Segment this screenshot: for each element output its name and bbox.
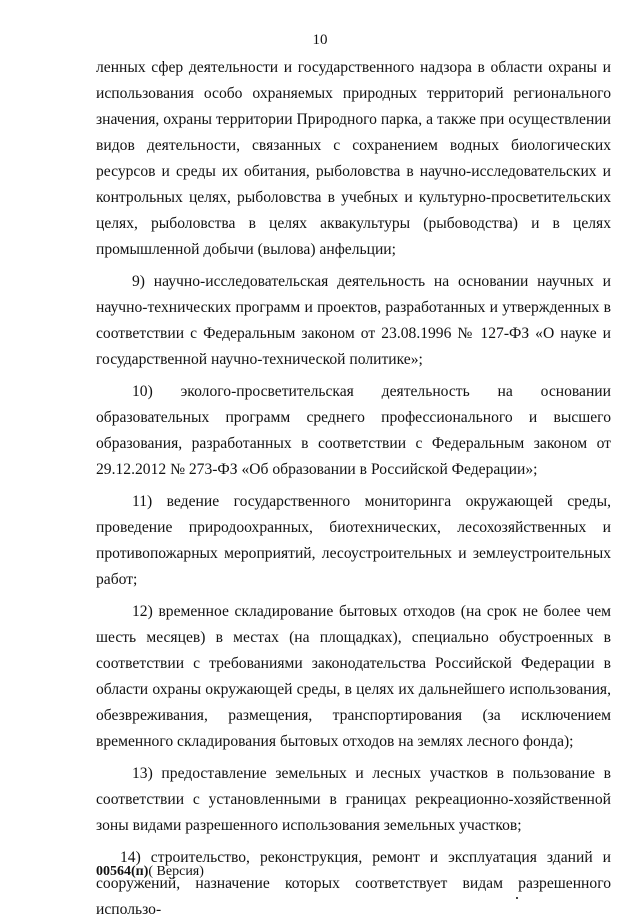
document-code: 00564(п) bbox=[96, 864, 149, 879]
paragraph-continuation: ленных сфер деятельности и государственного надзора в области охраны и использования особо охраняемых природных территорий регионального значения, охраны территории Природного парка, а также при осуществлении видов деятельности, связанных с сохранением водных биологических ресурсов и среды их обитания, рыболовства в научно-исследовательских и контрольных целях, рыболовства в учебных и культурно-просветительских целях, рыболовства в целях аквакультуры (рыбоводства) и в целях промышленной добычи (вылова) анфельции; bbox=[96, 59, 611, 258]
page-number: 10 bbox=[312, 32, 328, 48]
list-item-13: 13) предоставление земельных и лесных участков в пользование в соответствии с установленными в границах рекреационно-хозяйственной зоны видами разрешенного использования земельных участков; bbox=[96, 765, 611, 834]
list-item-9: 9) научно-исследовательская деятельность на основании научных и научно-технических программ и проектов, разработанных и утвержденных в соответствии с Федеральным законом от 23.08.1996 № 127-ФЗ «О науке и государственной научно-технической политике»; bbox=[96, 273, 611, 368]
list-item-14: 14) строительство, реконструкция, ремонт и эксплуатация зданий и сооружений, назначение которых соответствует видам разрешенного использо- bbox=[96, 849, 611, 918]
scan-speck bbox=[516, 897, 518, 899]
list-item-11: 11) ведение государственного мониторинга окружающей среды, проведение природоохранных, биотехнических, лесохозяйственных и противопожарных мероприятий, лесоустроительных и землеустроительных работ; bbox=[96, 493, 611, 588]
document-version: ( Версия) bbox=[148, 864, 204, 879]
list-item-12: 12) временное складирование бытовых отходов (на срок не более чем шесть месяцев) в местах (на площадках), специально обустроенных в соответствии с требованиями законодательства Российской Федерации в области охраны окружающей среды, в целях их дальнейшего использования, обезвреживания, размещения, транспортирования (за исключением временного складирования бытовых отходов на землях лесного фонда); bbox=[96, 603, 611, 750]
list-item-10: 10) эколого-просветительская деятельность на основании образовательных программ среднего профессионального и высшего образования, разработанных в соответствии с Федеральным законом от 29.12.2012 № 273-ФЗ «Об образовании в Российской Федерации»; bbox=[96, 383, 611, 478]
document-body bbox=[96, 55, 611, 923]
document-footer bbox=[96, 864, 204, 880]
